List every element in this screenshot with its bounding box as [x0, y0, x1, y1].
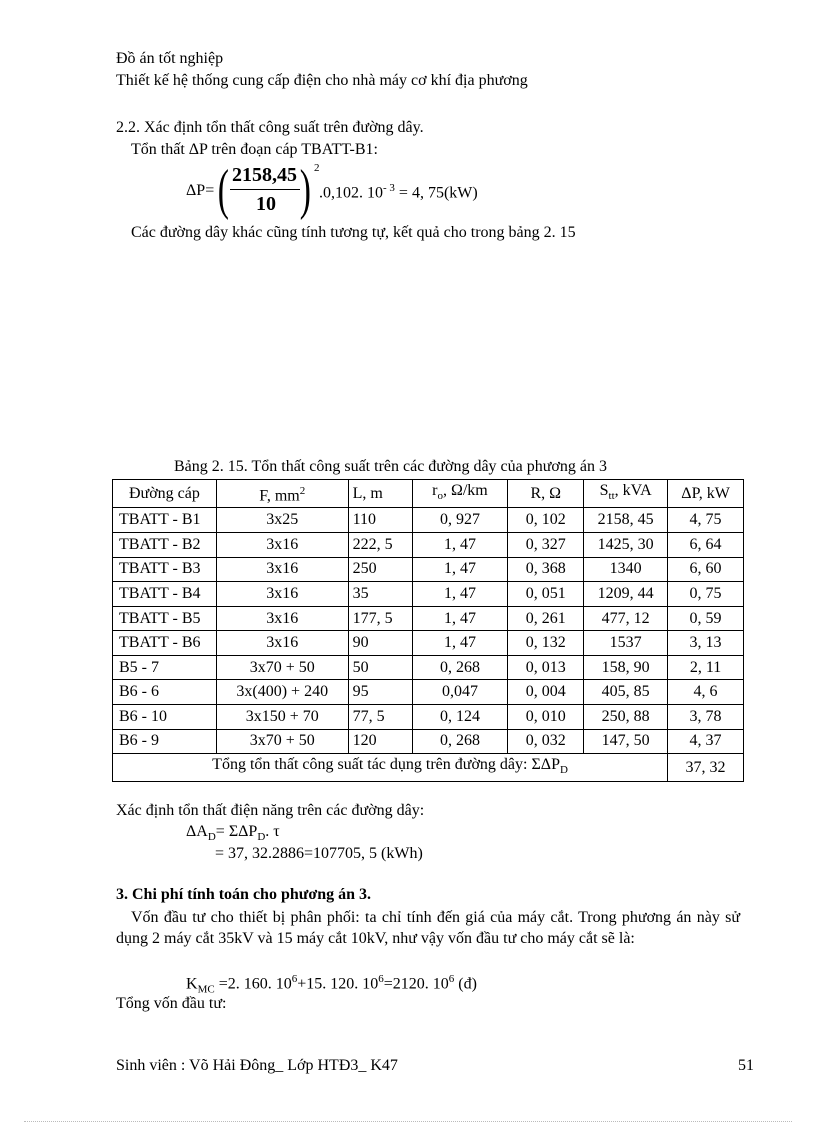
header-r: R, Ω	[508, 480, 584, 508]
page-number: 51	[738, 1057, 754, 1074]
cell-dp: 3, 13	[668, 631, 744, 656]
cell-f: 3x16	[216, 631, 348, 656]
cell-l: 50	[348, 655, 412, 680]
cell-line: TBATT - B2	[113, 532, 217, 557]
cell-f: 3x16	[216, 582, 348, 607]
cell-line: TBATT - B5	[113, 606, 217, 631]
cell-f: 3x16	[216, 557, 348, 582]
cell-dp: 3, 78	[668, 705, 744, 730]
eq1-a-sub: D	[207, 831, 216, 844]
cell-s: 1537	[584, 631, 668, 656]
eq1-a: ΔA	[186, 823, 208, 840]
loss-table	[112, 479, 744, 782]
cell-l: 110	[348, 508, 412, 533]
cell-dp: 4, 6	[668, 680, 744, 705]
section-3-body: Vốn đầu tư cho thiết bị phân phối: ta chỉ tính đến giá của máy cắt. Trong phương án này sử dụng 2 máy cắt 35kV và 15 máy cắt 10kV, như vậy vốn đầu tư cho máy cắt sẽ là:	[116, 909, 740, 947]
header-s-sub: tt	[608, 490, 615, 503]
table-row	[113, 729, 744, 754]
kmc-part-3: =2120. 10	[383, 975, 449, 993]
section-2-2-subtitle: Tổn thất ΔP trên đoạn cáp TBATT-B1:	[131, 141, 378, 158]
cell-line: B6 - 10	[113, 705, 217, 730]
table-row	[113, 705, 744, 730]
cell-r: 0, 327	[508, 532, 584, 557]
cell-f: 3x25	[216, 508, 348, 533]
cell-line: TBATT - B4	[113, 582, 217, 607]
kmc-part-4: (đ)	[454, 975, 477, 993]
cell-r: 0, 004	[508, 680, 584, 705]
total-value: 37, 32	[668, 754, 744, 782]
header-dp: ΔP, kW	[668, 480, 744, 508]
header-s-text: S	[599, 482, 609, 500]
cell-r0: 0,047	[412, 680, 508, 705]
formula-result: = 4, 75(kW)	[394, 184, 478, 202]
formula-exponent: 2	[314, 162, 320, 174]
energy-intro: Xác định tổn thất điện năng trên các đường dây:	[116, 802, 425, 819]
cell-dp: 6, 64	[668, 532, 744, 557]
table-row	[113, 606, 744, 631]
section-3-title: 3. Chi phí tính toán cho phương án 3.	[116, 886, 371, 903]
cell-s: 158, 90	[584, 655, 668, 680]
header-s	[584, 480, 668, 508]
table-row	[113, 680, 744, 705]
left-paren: (	[217, 159, 229, 221]
header-f-text: F, mm	[259, 487, 300, 505]
eq1-b: = ΣΔP	[215, 823, 258, 840]
formula-denominator: 10	[256, 193, 276, 215]
cell-r: 0, 132	[508, 631, 584, 656]
header-title: Đồ án tốt nghiệp	[116, 50, 224, 67]
cell-l: 35	[348, 582, 412, 607]
cell-l: 95	[348, 680, 412, 705]
cell-line: TBATT - B6	[113, 631, 217, 656]
header-l: L, m	[348, 480, 412, 508]
header-f	[216, 480, 348, 508]
cell-s: 477, 12	[584, 606, 668, 631]
cell-line: TBATT - B3	[113, 557, 217, 582]
cell-s: 147, 50	[584, 729, 668, 754]
formula-rest-text: .0,102. 10	[319, 184, 383, 202]
header-f-sup: 2	[299, 485, 306, 497]
section-2-2-title: 2.2. Xác định tổn thất công suất trên đường dây.	[116, 119, 424, 136]
kmc-exp-2: 6	[378, 973, 384, 985]
kmc-exp-1: 6	[291, 973, 298, 985]
cell-dp: 0, 59	[668, 606, 744, 631]
kmc-part-2: +15. 120. 10	[297, 975, 379, 993]
cell-line: B6 - 6	[113, 680, 217, 705]
cell-f: 3x70 + 50	[216, 655, 348, 680]
eq1-c: . τ	[265, 823, 280, 840]
cell-r0: 1, 47	[412, 532, 508, 557]
cell-r: 0, 102	[508, 508, 584, 533]
cell-f: 3x70 + 50	[216, 729, 348, 754]
cell-s: 2158, 45	[584, 508, 668, 533]
cell-r: 0, 032	[508, 729, 584, 754]
kmc-k: K	[186, 975, 198, 993]
table-row	[113, 655, 744, 680]
cell-dp: 4, 37	[668, 729, 744, 754]
cell-r0: 0, 927	[412, 508, 508, 533]
cell-r: 0, 051	[508, 582, 584, 607]
table-row	[113, 631, 744, 656]
total-investment-label: Tổng vốn đầu tư:	[116, 995, 227, 1012]
cell-dp: 0, 75	[668, 582, 744, 607]
cell-dp: 2, 11	[668, 655, 744, 680]
page-divider	[24, 1121, 792, 1122]
formula-lhs: ΔP=	[186, 182, 215, 199]
formula-rest-exp: - 3	[383, 182, 395, 194]
kmc-sub: MC	[197, 983, 215, 996]
cell-s: 1340	[584, 557, 668, 582]
total-label-sub: D	[559, 764, 568, 777]
header-subtitle: Thiết kế hệ thống cung cấp điện cho nhà máy cơ khí địa phương	[116, 72, 528, 89]
energy-equation-2: = 37, 32.2886=107705, 5 (kWh)	[215, 845, 423, 862]
header-r0-unit: , Ω/km	[442, 482, 488, 500]
cell-r0: 1, 47	[412, 631, 508, 656]
cell-r0: 1, 47	[412, 582, 508, 607]
header-r0-text: r	[432, 482, 438, 500]
table-total-row	[113, 754, 744, 782]
header-s-unit: , kVA	[614, 482, 652, 500]
table-row	[113, 557, 744, 582]
cell-f: 3x16	[216, 606, 348, 631]
eq1-b-sub: D	[257, 831, 266, 844]
formula-rest	[319, 182, 478, 202]
cell-l: 250	[348, 557, 412, 582]
cell-dp: 4, 75	[668, 508, 744, 533]
cell-r0: 0, 268	[412, 729, 508, 754]
kmc-exp-3: 6	[448, 973, 455, 985]
header-r0	[412, 480, 508, 508]
header-line: Đường cáp	[113, 480, 217, 508]
formula-numerator: 2158,45	[232, 164, 297, 186]
table-row	[113, 508, 744, 533]
cell-l: 222, 5	[348, 532, 412, 557]
cell-f: 3x150 + 70	[216, 705, 348, 730]
cell-r: 0, 368	[508, 557, 584, 582]
kmc-equation	[186, 973, 477, 996]
total-label	[113, 754, 668, 782]
cell-f: 3x(400) + 240	[216, 680, 348, 705]
cell-r: 0, 013	[508, 655, 584, 680]
cell-l: 120	[348, 729, 412, 754]
cell-l: 177, 5	[348, 606, 412, 631]
header-r0-sub: o	[437, 490, 443, 503]
cell-s: 1425, 30	[584, 532, 668, 557]
table-row	[113, 582, 744, 607]
cell-r: 0, 261	[508, 606, 584, 631]
cell-f: 3x16	[216, 532, 348, 557]
energy-equation-1	[186, 823, 280, 843]
kmc-part-1: =2. 160. 10	[214, 975, 292, 993]
cell-r0: 0, 268	[412, 655, 508, 680]
right-paren: )	[299, 159, 311, 221]
footer-student: Sinh viên : Võ Hải Đông_ Lớp HTĐ3_ K47	[116, 1057, 398, 1074]
section-2-2-note: Các đường dây khác cũng tính tương tự, kết quả cho trong bảng 2. 15	[131, 224, 576, 241]
cell-r: 0, 010	[508, 705, 584, 730]
table-caption: Bảng 2. 15. Tổn thất công suất trên các đường dây của phương án 3	[174, 458, 607, 475]
cell-l: 77, 5	[348, 705, 412, 730]
table-header-row	[113, 480, 744, 508]
loss-formula	[186, 159, 546, 221]
cell-line: B5 - 7	[113, 655, 217, 680]
cell-dp: 6, 60	[668, 557, 744, 582]
cell-l: 90	[348, 631, 412, 656]
cell-line: B6 - 9	[113, 729, 217, 754]
cell-r0: 0, 124	[412, 705, 508, 730]
cell-s: 250, 88	[584, 705, 668, 730]
cell-r0: 1, 47	[412, 557, 508, 582]
table-row	[113, 532, 744, 557]
cell-s: 405, 85	[584, 680, 668, 705]
cell-s: 1209, 44	[584, 582, 668, 607]
fraction-line	[230, 189, 300, 190]
cell-line: TBATT - B1	[113, 508, 217, 533]
total-label-text: Tổng tổn thất công suất tác dụng trên đường dây: ΣΔP	[212, 756, 560, 774]
cell-r0: 1, 47	[412, 606, 508, 631]
